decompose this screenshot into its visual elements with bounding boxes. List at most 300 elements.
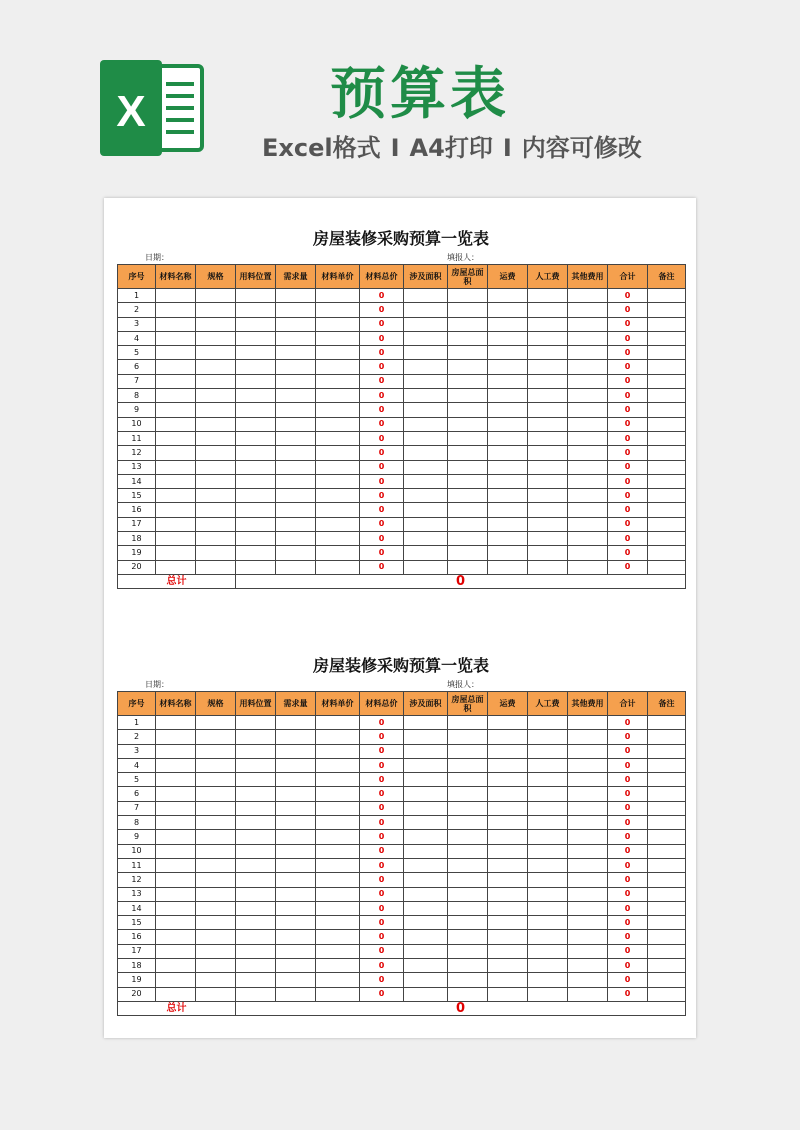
table-cell[interactable]: [488, 417, 528, 431]
table-cell[interactable]: [276, 331, 316, 345]
table-cell[interactable]: [488, 460, 528, 474]
table-cell[interactable]: [448, 417, 488, 431]
table-cell[interactable]: [568, 801, 608, 815]
table-cell[interactable]: [404, 403, 448, 417]
formula-cell[interactable]: 0: [608, 887, 648, 901]
table-cell[interactable]: [528, 346, 568, 360]
table-cell[interactable]: [568, 716, 608, 730]
formula-cell[interactable]: 0: [608, 474, 648, 488]
table-cell[interactable]: [568, 560, 608, 574]
table-cell[interactable]: [404, 716, 448, 730]
table-cell[interactable]: [648, 901, 686, 915]
table-cell[interactable]: [448, 317, 488, 331]
table-cell[interactable]: [276, 801, 316, 815]
table-cell[interactable]: [196, 503, 236, 517]
table-cell[interactable]: [404, 858, 448, 872]
formula-cell[interactable]: 0: [608, 858, 648, 872]
table-cell[interactable]: [156, 517, 196, 531]
table-cell[interactable]: [156, 844, 196, 858]
formula-cell[interactable]: 0: [608, 973, 648, 987]
table-cell[interactable]: [528, 959, 568, 973]
table-cell[interactable]: [236, 374, 276, 388]
formula-cell[interactable]: 0: [360, 816, 404, 830]
table-cell[interactable]: [448, 916, 488, 930]
formula-cell[interactable]: 0: [360, 901, 404, 915]
table-cell[interactable]: [488, 830, 528, 844]
total-value[interactable]: 0: [236, 1001, 686, 1015]
table-cell[interactable]: [568, 460, 608, 474]
table-cell[interactable]: [236, 532, 276, 546]
table-cell[interactable]: [648, 987, 686, 1001]
table-cell[interactable]: [404, 517, 448, 531]
table-cell[interactable]: [236, 517, 276, 531]
table-cell[interactable]: [156, 546, 196, 560]
table-cell[interactable]: [156, 716, 196, 730]
table-cell[interactable]: [236, 460, 276, 474]
table-cell[interactable]: [156, 730, 196, 744]
table-cell[interactable]: [568, 417, 608, 431]
formula-cell[interactable]: 0: [608, 346, 648, 360]
table-cell[interactable]: [404, 816, 448, 830]
table-cell[interactable]: [568, 532, 608, 546]
table-cell[interactable]: [404, 331, 448, 345]
table-cell[interactable]: [156, 944, 196, 958]
table-cell[interactable]: [568, 887, 608, 901]
table-cell[interactable]: [648, 431, 686, 445]
table-cell[interactable]: [488, 816, 528, 830]
table-cell[interactable]: [276, 844, 316, 858]
table-cell[interactable]: [404, 830, 448, 844]
table-cell[interactable]: [488, 944, 528, 958]
table-cell[interactable]: [276, 389, 316, 403]
table-cell[interactable]: [528, 517, 568, 531]
table-cell[interactable]: [404, 773, 448, 787]
table-cell[interactable]: [316, 844, 360, 858]
table-cell[interactable]: [528, 374, 568, 388]
table-cell[interactable]: [528, 417, 568, 431]
table-cell[interactable]: [156, 744, 196, 758]
table-cell[interactable]: [316, 959, 360, 973]
table-cell[interactable]: [276, 959, 316, 973]
formula-cell[interactable]: 0: [608, 901, 648, 915]
formula-cell[interactable]: 0: [360, 403, 404, 417]
table-cell[interactable]: [568, 973, 608, 987]
table-cell[interactable]: [404, 417, 448, 431]
table-cell[interactable]: [488, 858, 528, 872]
formula-cell[interactable]: 0: [360, 431, 404, 445]
formula-cell[interactable]: 0: [360, 873, 404, 887]
table-cell[interactable]: [568, 546, 608, 560]
table-cell[interactable]: [528, 773, 568, 787]
table-cell[interactable]: [316, 417, 360, 431]
table-cell[interactable]: [156, 987, 196, 1001]
table-cell[interactable]: [156, 474, 196, 488]
table-cell[interactable]: [276, 317, 316, 331]
table-cell[interactable]: [448, 474, 488, 488]
table-cell[interactable]: [648, 858, 686, 872]
formula-cell[interactable]: 0: [360, 389, 404, 403]
formula-cell[interactable]: 0: [360, 801, 404, 815]
table-cell[interactable]: [448, 289, 488, 303]
table-cell[interactable]: [568, 944, 608, 958]
formula-cell[interactable]: 0: [608, 830, 648, 844]
table-cell[interactable]: [196, 560, 236, 574]
table-cell[interactable]: [316, 973, 360, 987]
table-cell[interactable]: [568, 403, 608, 417]
table-cell[interactable]: [528, 532, 568, 546]
table-cell[interactable]: [404, 317, 448, 331]
table-cell[interactable]: [316, 744, 360, 758]
table-cell[interactable]: [648, 532, 686, 546]
table-cell[interactable]: [528, 431, 568, 445]
table-cell[interactable]: [648, 716, 686, 730]
formula-cell[interactable]: 0: [608, 987, 648, 1001]
table-cell[interactable]: [404, 532, 448, 546]
table-cell[interactable]: [196, 987, 236, 1001]
table-cell[interactable]: [648, 773, 686, 787]
table-cell[interactable]: [404, 730, 448, 744]
table-cell[interactable]: [448, 844, 488, 858]
table-cell[interactable]: [528, 503, 568, 517]
table-cell[interactable]: [196, 930, 236, 944]
table-cell[interactable]: [488, 331, 528, 345]
table-cell[interactable]: [568, 303, 608, 317]
table-cell[interactable]: [316, 801, 360, 815]
table-cell[interactable]: [196, 346, 236, 360]
formula-cell[interactable]: 0: [360, 460, 404, 474]
table-cell[interactable]: [236, 417, 276, 431]
table-cell[interactable]: [648, 873, 686, 887]
table-cell[interactable]: [196, 758, 236, 772]
table-cell[interactable]: [528, 360, 568, 374]
table-cell[interactable]: [488, 744, 528, 758]
formula-cell[interactable]: 0: [360, 916, 404, 930]
table-cell[interactable]: [196, 959, 236, 973]
table-cell[interactable]: [316, 873, 360, 887]
table-cell[interactable]: [196, 532, 236, 546]
table-cell[interactable]: [404, 987, 448, 1001]
table-cell[interactable]: [236, 787, 276, 801]
table-cell[interactable]: [488, 431, 528, 445]
table-cell[interactable]: [488, 289, 528, 303]
table-cell[interactable]: [316, 403, 360, 417]
table-cell[interactable]: [448, 346, 488, 360]
table-cell[interactable]: [404, 873, 448, 887]
table-cell[interactable]: [316, 374, 360, 388]
table-cell[interactable]: [448, 517, 488, 531]
table-cell[interactable]: [448, 360, 488, 374]
table-cell[interactable]: [156, 346, 196, 360]
formula-cell[interactable]: 0: [608, 801, 648, 815]
table-cell[interactable]: [276, 916, 316, 930]
table-cell[interactable]: [156, 973, 196, 987]
table-cell[interactable]: [196, 417, 236, 431]
formula-cell[interactable]: 0: [608, 331, 648, 345]
table-cell[interactable]: [276, 901, 316, 915]
table-cell[interactable]: [196, 716, 236, 730]
table-cell[interactable]: [448, 873, 488, 887]
table-cell[interactable]: [528, 489, 568, 503]
table-cell[interactable]: [648, 959, 686, 973]
table-cell[interactable]: [488, 730, 528, 744]
table-cell[interactable]: [196, 816, 236, 830]
table-cell[interactable]: [448, 744, 488, 758]
table-cell[interactable]: [276, 446, 316, 460]
table-cell[interactable]: [156, 858, 196, 872]
table-cell[interactable]: [276, 417, 316, 431]
table-cell[interactable]: [156, 758, 196, 772]
table-cell[interactable]: [448, 560, 488, 574]
table-cell[interactable]: [648, 560, 686, 574]
table-cell[interactable]: [316, 389, 360, 403]
table-cell[interactable]: [528, 901, 568, 915]
table-cell[interactable]: [488, 489, 528, 503]
table-cell[interactable]: [276, 973, 316, 987]
table-cell[interactable]: [316, 944, 360, 958]
table-cell[interactable]: [236, 446, 276, 460]
table-cell[interactable]: [568, 331, 608, 345]
table-cell[interactable]: [528, 446, 568, 460]
formula-cell[interactable]: 0: [608, 730, 648, 744]
table-cell[interactable]: [236, 844, 276, 858]
table-cell[interactable]: [448, 532, 488, 546]
table-cell[interactable]: [528, 930, 568, 944]
table-cell[interactable]: [448, 303, 488, 317]
formula-cell[interactable]: 0: [608, 517, 648, 531]
table-cell[interactable]: [568, 474, 608, 488]
table-cell[interactable]: [448, 959, 488, 973]
formula-cell[interactable]: 0: [608, 873, 648, 887]
table-cell[interactable]: [568, 346, 608, 360]
table-cell[interactable]: [488, 546, 528, 560]
table-cell[interactable]: [488, 801, 528, 815]
table-cell[interactable]: [448, 331, 488, 345]
formula-cell[interactable]: 0: [608, 374, 648, 388]
table-cell[interactable]: [448, 489, 488, 503]
table-cell[interactable]: [488, 887, 528, 901]
table-cell[interactable]: [404, 887, 448, 901]
table-cell[interactable]: [404, 744, 448, 758]
table-cell[interactable]: [448, 446, 488, 460]
table-cell[interactable]: [156, 801, 196, 815]
table-cell[interactable]: [528, 987, 568, 1001]
table-cell[interactable]: [236, 973, 276, 987]
formula-cell[interactable]: 0: [360, 887, 404, 901]
table-cell[interactable]: [236, 403, 276, 417]
table-cell[interactable]: [528, 858, 568, 872]
table-cell[interactable]: [568, 901, 608, 915]
table-cell[interactable]: [316, 730, 360, 744]
table-cell[interactable]: [316, 289, 360, 303]
table-cell[interactable]: [156, 460, 196, 474]
table-cell[interactable]: [648, 489, 686, 503]
table-cell[interactable]: [528, 787, 568, 801]
table-cell[interactable]: [236, 360, 276, 374]
formula-cell[interactable]: 0: [608, 317, 648, 331]
table-cell[interactable]: [196, 289, 236, 303]
table-cell[interactable]: [488, 317, 528, 331]
table-cell[interactable]: [568, 503, 608, 517]
table-cell[interactable]: [648, 744, 686, 758]
table-cell[interactable]: [196, 973, 236, 987]
table-cell[interactable]: [156, 360, 196, 374]
table-cell[interactable]: [448, 758, 488, 772]
table-cell[interactable]: [316, 773, 360, 787]
table-cell[interactable]: [568, 830, 608, 844]
table-cell[interactable]: [196, 801, 236, 815]
table-cell[interactable]: [156, 787, 196, 801]
table-cell[interactable]: [316, 317, 360, 331]
table-cell[interactable]: [316, 987, 360, 1001]
formula-cell[interactable]: 0: [360, 973, 404, 987]
table-cell[interactable]: [316, 303, 360, 317]
formula-cell[interactable]: 0: [360, 758, 404, 772]
table-cell[interactable]: [568, 317, 608, 331]
table-cell[interactable]: [236, 858, 276, 872]
table-cell[interactable]: [236, 389, 276, 403]
table-cell[interactable]: [276, 403, 316, 417]
table-cell[interactable]: [196, 474, 236, 488]
table-cell[interactable]: [276, 930, 316, 944]
table-cell[interactable]: [568, 289, 608, 303]
table-cell[interactable]: [568, 873, 608, 887]
table-cell[interactable]: [648, 887, 686, 901]
table-cell[interactable]: [236, 503, 276, 517]
formula-cell[interactable]: 0: [608, 532, 648, 546]
table-cell[interactable]: [404, 560, 448, 574]
formula-cell[interactable]: 0: [360, 560, 404, 574]
table-cell[interactable]: [448, 944, 488, 958]
table-cell[interactable]: [156, 830, 196, 844]
table-cell[interactable]: [648, 417, 686, 431]
table-cell[interactable]: [448, 503, 488, 517]
table-cell[interactable]: [196, 317, 236, 331]
table-cell[interactable]: [648, 331, 686, 345]
table-cell[interactable]: [528, 317, 568, 331]
table-cell[interactable]: [648, 801, 686, 815]
table-cell[interactable]: [488, 844, 528, 858]
table-cell[interactable]: [648, 389, 686, 403]
table-cell[interactable]: [528, 744, 568, 758]
table-cell[interactable]: [276, 560, 316, 574]
table-cell[interactable]: [648, 503, 686, 517]
table-cell[interactable]: [404, 787, 448, 801]
table-cell[interactable]: [404, 801, 448, 815]
table-cell[interactable]: [404, 374, 448, 388]
table-cell[interactable]: [448, 773, 488, 787]
formula-cell[interactable]: 0: [608, 944, 648, 958]
table-cell[interactable]: [156, 503, 196, 517]
total-value[interactable]: 0: [236, 574, 686, 588]
table-cell[interactable]: [276, 787, 316, 801]
table-cell[interactable]: [236, 289, 276, 303]
table-cell[interactable]: [316, 346, 360, 360]
table-cell[interactable]: [488, 973, 528, 987]
table-cell[interactable]: [568, 959, 608, 973]
table-cell[interactable]: [196, 517, 236, 531]
table-cell[interactable]: [156, 560, 196, 574]
table-cell[interactable]: [196, 744, 236, 758]
table-cell[interactable]: [488, 517, 528, 531]
table-cell[interactable]: [488, 758, 528, 772]
table-cell[interactable]: [236, 431, 276, 445]
table-cell[interactable]: [196, 873, 236, 887]
table-cell[interactable]: [316, 503, 360, 517]
table-cell[interactable]: [196, 489, 236, 503]
formula-cell[interactable]: 0: [608, 446, 648, 460]
table-cell[interactable]: [488, 787, 528, 801]
table-cell[interactable]: [236, 317, 276, 331]
table-cell[interactable]: [488, 873, 528, 887]
formula-cell[interactable]: 0: [360, 374, 404, 388]
table-cell[interactable]: [568, 374, 608, 388]
table-cell[interactable]: [528, 830, 568, 844]
table-cell[interactable]: [316, 474, 360, 488]
table-cell[interactable]: [404, 916, 448, 930]
table-cell[interactable]: [448, 973, 488, 987]
formula-cell[interactable]: 0: [360, 517, 404, 531]
table-cell[interactable]: [568, 758, 608, 772]
table-cell[interactable]: [316, 517, 360, 531]
table-cell[interactable]: [196, 773, 236, 787]
formula-cell[interactable]: 0: [608, 489, 648, 503]
table-cell[interactable]: [316, 560, 360, 574]
table-cell[interactable]: [156, 489, 196, 503]
table-cell[interactable]: [316, 431, 360, 445]
table-cell[interactable]: [316, 331, 360, 345]
table-cell[interactable]: [196, 844, 236, 858]
table-cell[interactable]: [488, 346, 528, 360]
table-cell[interactable]: [196, 887, 236, 901]
table-cell[interactable]: [196, 730, 236, 744]
table-cell[interactable]: [568, 773, 608, 787]
formula-cell[interactable]: 0: [608, 844, 648, 858]
table-cell[interactable]: [196, 858, 236, 872]
formula-cell[interactable]: 0: [608, 460, 648, 474]
table-cell[interactable]: [648, 758, 686, 772]
table-cell[interactable]: [488, 959, 528, 973]
table-cell[interactable]: [488, 503, 528, 517]
formula-cell[interactable]: 0: [608, 303, 648, 317]
table-cell[interactable]: [236, 346, 276, 360]
table-cell[interactable]: [648, 517, 686, 531]
table-cell[interactable]: [448, 460, 488, 474]
table-cell[interactable]: [316, 930, 360, 944]
table-cell[interactable]: [528, 758, 568, 772]
table-cell[interactable]: [236, 816, 276, 830]
table-cell[interactable]: [648, 474, 686, 488]
table-cell[interactable]: [316, 546, 360, 560]
table-cell[interactable]: [236, 801, 276, 815]
table-cell[interactable]: [568, 987, 608, 1001]
table-cell[interactable]: [276, 944, 316, 958]
table-cell[interactable]: [488, 560, 528, 574]
table-cell[interactable]: [568, 744, 608, 758]
table-cell[interactable]: [156, 417, 196, 431]
table-cell[interactable]: [648, 460, 686, 474]
table-cell[interactable]: [448, 901, 488, 915]
formula-cell[interactable]: 0: [608, 930, 648, 944]
table-cell[interactable]: [236, 730, 276, 744]
table-cell[interactable]: [528, 844, 568, 858]
formula-cell[interactable]: 0: [360, 844, 404, 858]
table-cell[interactable]: [568, 916, 608, 930]
table-cell[interactable]: [236, 987, 276, 1001]
table-cell[interactable]: [276, 730, 316, 744]
formula-cell[interactable]: 0: [608, 360, 648, 374]
table-cell[interactable]: [528, 816, 568, 830]
formula-cell[interactable]: 0: [360, 489, 404, 503]
